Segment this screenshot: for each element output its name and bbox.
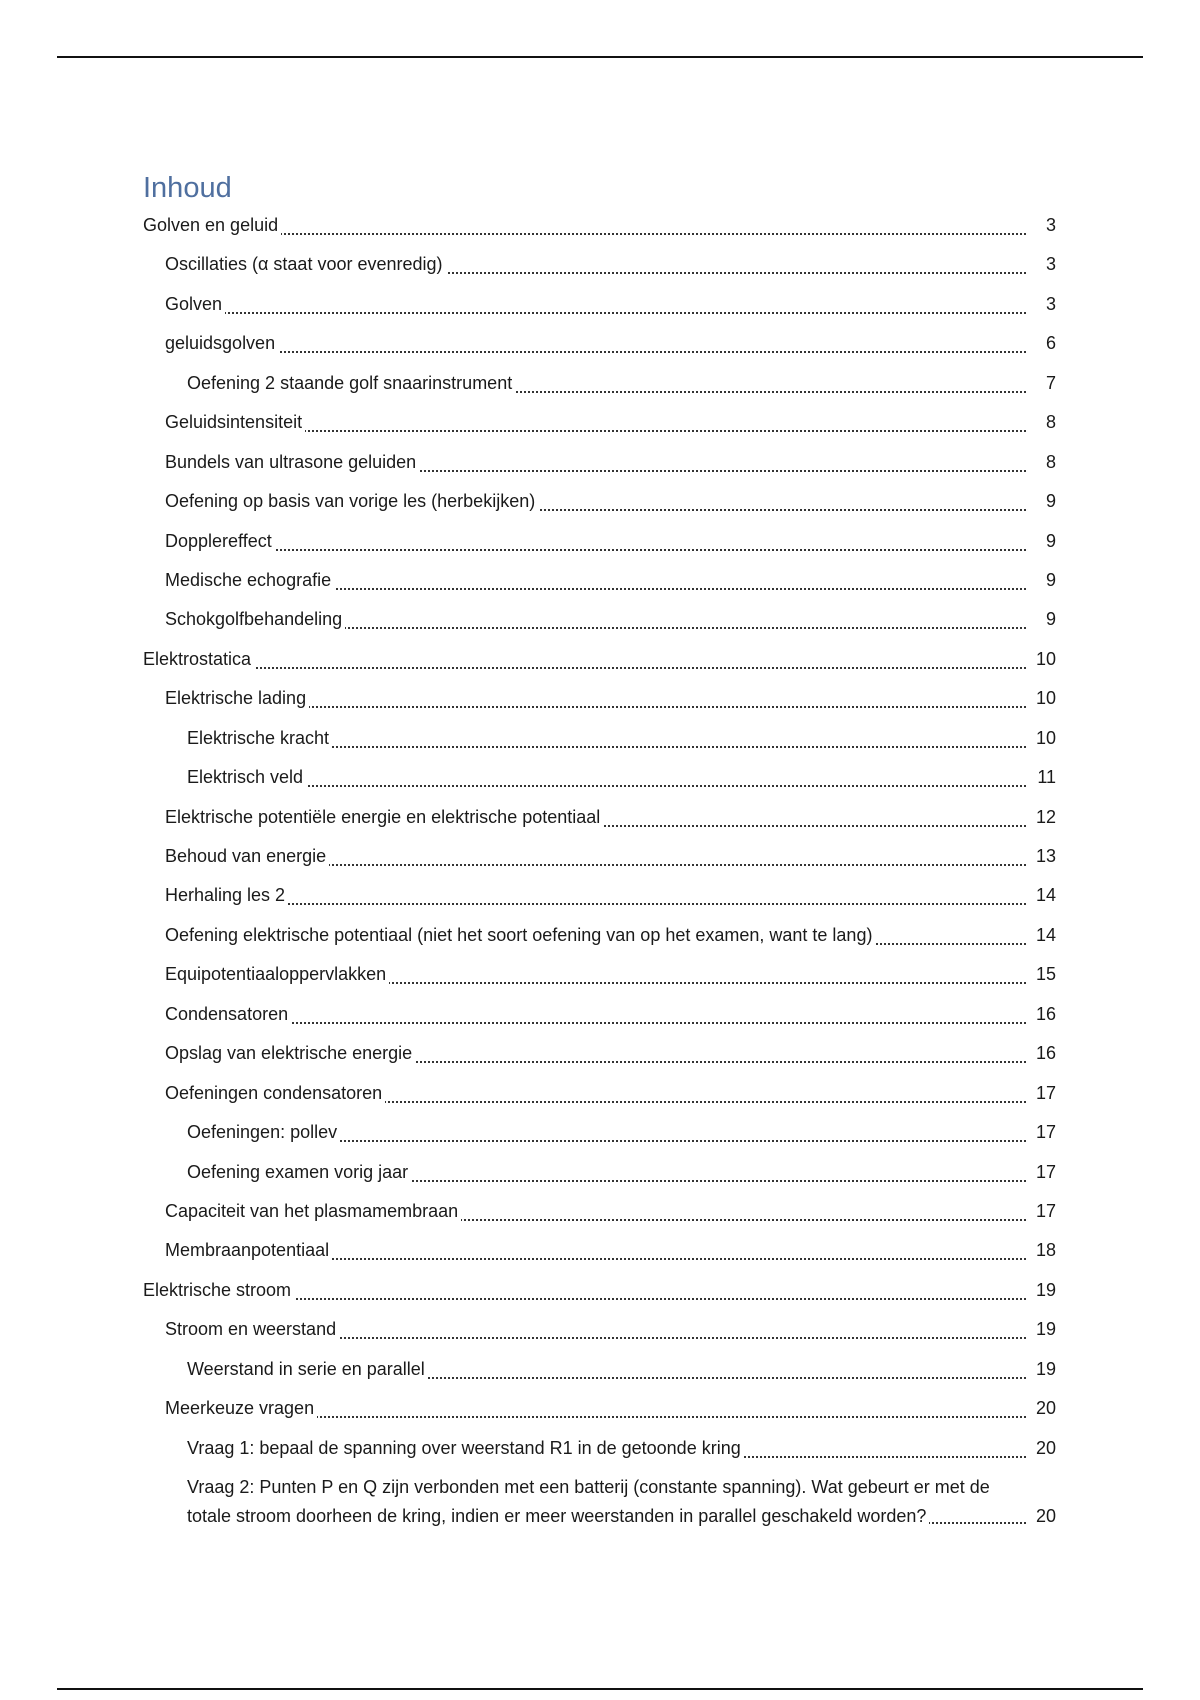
toc-entry-page: 14 xyxy=(1033,921,1056,950)
toc-entry-text-block xyxy=(187,1473,1056,1531)
toc-entry[interactable] xyxy=(165,290,1056,319)
toc-entry-text: Elektrische lading xyxy=(165,688,309,708)
toc-entry[interactable] xyxy=(165,408,1056,437)
toc-entry-page: 8 xyxy=(1043,408,1056,437)
toc-list xyxy=(143,211,1056,1531)
toc-entry-text: Geluidsintensiteit xyxy=(165,412,305,432)
toc-entry[interactable] xyxy=(187,369,1056,398)
toc-entry-text: Vraag 2: Punten P en Q zijn verbonden met een batterij (constante spanning). Wat gebeurt er met de totale stroom doorheen de kring, indien er meer weerstanden in parallel geschakeld worden? xyxy=(187,1477,990,1526)
dot-leader xyxy=(165,903,1026,905)
toc-entry[interactable] xyxy=(165,803,1056,832)
toc-entry-page: 17 xyxy=(1033,1079,1056,1108)
toc-entry-text: Elektrisch veld xyxy=(187,767,306,787)
toc-entry-text: Oefening elektrische potentiaal (niet het soort oefening van op het examen, want te lang) xyxy=(165,925,875,945)
toc-entry-text: Elektrische stroom xyxy=(143,1280,294,1300)
dot-leader xyxy=(187,785,1026,787)
toc-entry-page: 19 xyxy=(1033,1315,1056,1344)
toc-entry[interactable] xyxy=(165,1315,1056,1344)
toc-entry[interactable] xyxy=(165,1394,1056,1423)
toc-entry[interactable] xyxy=(143,211,1056,240)
toc-entry-text: Elektrische potentiële energie en elektrische potentiaal xyxy=(165,807,603,827)
toc-entry-page: 19 xyxy=(1033,1276,1056,1305)
toc-entry[interactable] xyxy=(143,645,1056,674)
toc-entry-text: Dopplereffect xyxy=(165,531,275,551)
toc-entry-text: Bundels van ultrasone geluiden xyxy=(165,452,419,472)
toc-entry[interactable] xyxy=(187,1355,1056,1384)
toc-entry-page: 11 xyxy=(1034,763,1056,792)
toc-entry-text: Oefeningen condensatoren xyxy=(165,1083,385,1103)
toc-entry-page: 9 xyxy=(1043,487,1056,516)
toc-entry-text: Oscillaties (α staat voor evenredig) xyxy=(165,254,446,274)
toc-entry-text: Oefening op basis van vorige les (herbekijken) xyxy=(165,491,538,511)
toc-entry[interactable] xyxy=(165,527,1056,556)
toc-entry-page: 13 xyxy=(1033,842,1056,871)
toc-entry[interactable] xyxy=(165,881,1056,910)
toc-title: Inhoud xyxy=(143,172,232,204)
toc-entry-page: 3 xyxy=(1043,250,1056,279)
toc-entry-text: Schokgolfbehandeling xyxy=(165,609,345,629)
toc-entry[interactable] xyxy=(165,605,1056,634)
toc-entry[interactable] xyxy=(165,1000,1056,1029)
toc-entry-text: Opslag van elektrische energie xyxy=(165,1043,415,1063)
dot-leader xyxy=(165,351,1026,353)
toc-entry-page: 20 xyxy=(1033,1502,1056,1531)
toc-entry-page: 10 xyxy=(1033,724,1056,753)
toc-entry-page: 9 xyxy=(1043,566,1056,595)
toc-entry-page: 15 xyxy=(1033,960,1056,989)
toc-entry-page: 7 xyxy=(1043,369,1056,398)
toc-entry-text: Herhaling les 2 xyxy=(165,885,288,905)
toc-entry-text: Capaciteit van het plasmamembraan xyxy=(165,1201,461,1221)
toc-entry-page: 20 xyxy=(1033,1394,1056,1423)
toc-entry[interactable] xyxy=(165,487,1056,516)
toc-entry[interactable] xyxy=(165,1079,1056,1108)
dot-leader xyxy=(165,312,1026,314)
toc-entry-text: Meerkeuze vragen xyxy=(165,1398,317,1418)
toc-entry-text: Condensatoren xyxy=(165,1004,291,1024)
toc-entry[interactable] xyxy=(187,1158,1056,1187)
toc-entry[interactable] xyxy=(165,842,1056,871)
toc-entry[interactable] xyxy=(187,1118,1056,1147)
toc-entry-page: 12 xyxy=(1033,803,1056,832)
toc-entry-text: Oefening examen vorig jaar xyxy=(187,1162,411,1182)
toc-entry-text: Oefeningen: pollev xyxy=(187,1122,340,1142)
toc-entry-text: Membraanpotentiaal xyxy=(165,1240,332,1260)
toc-entry-page: 9 xyxy=(1043,527,1056,556)
toc-entry[interactable] xyxy=(165,684,1056,713)
toc-entry-text: Weerstand in serie en parallel xyxy=(187,1359,428,1379)
toc-entry[interactable] xyxy=(187,724,1056,753)
dot-leader xyxy=(165,1022,1026,1024)
toc-entry-text: Elektrische kracht xyxy=(187,728,332,748)
toc-entry-text: geluidsgolven xyxy=(165,333,278,353)
toc-entry-page: 18 xyxy=(1033,1236,1056,1265)
toc-entry-page: 3 xyxy=(1043,211,1056,240)
table-of-contents xyxy=(143,168,1056,1541)
toc-entry-page: 14 xyxy=(1033,881,1056,910)
toc-entry-text: Golven xyxy=(165,294,225,314)
toc-entry-page: 3 xyxy=(1043,290,1056,319)
toc-entry-text: Stroom en weerstand xyxy=(165,1319,339,1339)
toc-entry-page: 17 xyxy=(1033,1197,1056,1226)
toc-entry-page: 17 xyxy=(1033,1158,1056,1187)
toc-entry-page: 10 xyxy=(1033,645,1056,674)
toc-entry[interactable] xyxy=(165,1236,1056,1265)
toc-entry[interactable] xyxy=(187,1434,1056,1463)
header-rule xyxy=(57,56,1143,58)
toc-entry-text: Vraag 1: bepaal de spanning over weerstand R1 in de getoonde kring xyxy=(187,1438,744,1458)
toc-entry-page: 6 xyxy=(1043,329,1056,358)
toc-entry-page: 10 xyxy=(1033,684,1056,713)
toc-entry-text: Elektrostatica xyxy=(143,649,254,669)
toc-entry[interactable] xyxy=(165,1039,1056,1068)
dot-leader xyxy=(165,549,1026,551)
toc-entry-page: 8 xyxy=(1043,448,1056,477)
footer-rule xyxy=(57,1688,1143,1690)
toc-entry[interactable] xyxy=(165,448,1056,477)
toc-entry-page: 16 xyxy=(1033,1000,1056,1029)
toc-entry-page: 16 xyxy=(1033,1039,1056,1068)
toc-entry[interactable] xyxy=(165,250,1056,279)
toc-entry[interactable] xyxy=(165,1197,1056,1226)
toc-entry[interactable] xyxy=(165,566,1056,595)
toc-entry-text: Oefening 2 staande golf snaarinstrument xyxy=(187,373,515,393)
toc-entry[interactable] xyxy=(187,763,1056,792)
toc-entry-page: 20 xyxy=(1033,1434,1056,1463)
toc-entry[interactable] xyxy=(165,960,1056,989)
toc-entry-page: 17 xyxy=(1033,1118,1056,1147)
toc-entry-text: Golven en geluid xyxy=(143,215,281,235)
toc-entry[interactable] xyxy=(165,921,1056,950)
toc-entry-page: 9 xyxy=(1043,605,1056,634)
toc-entry-text: Behoud van energie xyxy=(165,846,329,866)
toc-entry-text: Medische echografie xyxy=(165,570,334,590)
toc-entry[interactable] xyxy=(143,1276,1056,1305)
toc-entry-text: Equipotentiaaloppervlakken xyxy=(165,964,389,984)
toc-entry-page: 19 xyxy=(1033,1355,1056,1384)
toc-entry[interactable] xyxy=(165,329,1056,358)
dot-leader xyxy=(143,667,1026,669)
toc-entry[interactable] xyxy=(187,1473,1056,1531)
